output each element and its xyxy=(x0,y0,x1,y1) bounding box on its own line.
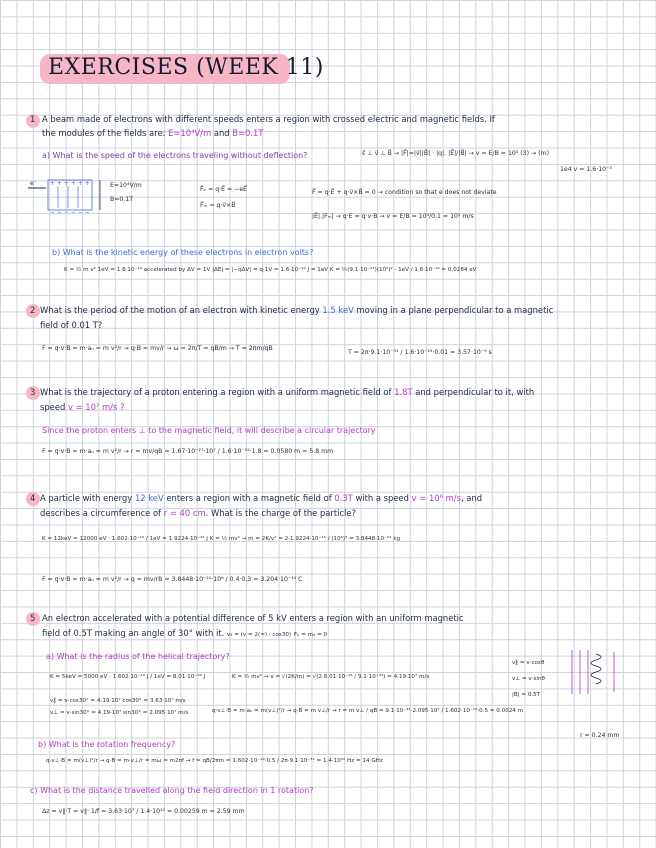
speed-equation: K = ½ mv² → v = √(2K/m) = √(2·8.01·10⁻¹⁶ / 9.1·10⁻³¹) = 4.19·10⁷ m/s xyxy=(232,674,430,680)
q2-part: describes a circumference of xyxy=(40,508,162,518)
exercise-4-number: 4 xyxy=(30,493,36,503)
q2-part: speed xyxy=(40,402,66,412)
magnetic-force-equation: F⃗ₘ = q·v⃗×B⃗ xyxy=(200,202,236,209)
v-parallel-equation: v∥ = v·cos30° = 4.19·10⁷ cos30° = 3.63·10⁷ m/s xyxy=(50,698,186,704)
exercise-2-result: T = 2π·9.1·10⁻³¹ / 1.6·10⁻¹⁹·0.01 = 3.57·10⁻⁹ s xyxy=(348,349,492,356)
radius-equation: q·v⊥·B = m·aₙ = m(v⊥)²/r → q·B = m v⊥/r → r = m v⊥ / qB = 9.1·10⁻³¹·2.095·10⁷ / 1.602·10⁻¹⁹·0.5 = 0.0024 m xyxy=(212,708,524,714)
kinetic-energy-equation: K = 5keV = 5000 eV · 1.602·10⁻¹⁹ J / 1eV = 8.01·10⁻¹⁶ J xyxy=(50,674,206,680)
exercise-1-question-line-1: A beam made of electrons with different speeds enters a region with crossed electric and magnetic fields. If xyxy=(42,114,495,124)
q2-part: the modules of the fields are: xyxy=(42,128,166,138)
exercise-5-number: 5 xyxy=(30,613,36,623)
b-field-value: B=0.1T xyxy=(232,128,264,138)
no-deflection-condition: F⃗ = q·E⃗ + q·v⃗×B⃗ = 0 → condition so that e does not deviate xyxy=(312,189,497,196)
v-parallel-note: v₁ = (v = 2(≈) · cos30) xyxy=(226,632,292,638)
q2-and: and xyxy=(213,128,230,138)
exercise-5-question-line-2 xyxy=(42,628,327,638)
speed-equation: |E⃗|.|Fₘ| → q·E = q·v·B → v = E/B = 10⁴/0.1 = 10⁵ m/s xyxy=(312,213,474,220)
exercise-1-part-b-equation: K = ½ m v² 1eV = 1.6·10⁻¹⁹ accelerated by ΔV = 1V |ΔE| = |−qΔV| = q·1V = 1.6·10⁻¹⁹ J = 1eV K = ½(9.1·10⁻³¹)(10⁵)² · 1eV / 1.6·10⁻¹⁹ = 0.0284 eV xyxy=(64,267,477,273)
helix-diagram xyxy=(566,648,626,696)
exercise-4-equation-2: F = q·v·B = m·aₙ = m v²/r → q = mv/rB = 3.8448·10⁻²¹·10⁶ / 0.4·0.3 = 3.204·10⁻¹⁴ C xyxy=(42,576,303,583)
exercise-3-answer: Since the proton enters ⊥ to the magnetic field, it will describe a circular trajectory xyxy=(42,426,376,435)
page-title: EXERCISES (WEEK 11) xyxy=(48,55,324,80)
q1-part: and perpendicular to it, with xyxy=(415,387,535,397)
force-note: Fₖ = mₐ = 0 xyxy=(293,632,328,638)
exercise-2-question-line-1 xyxy=(40,305,553,315)
exercise-5-part-c: c) What is the distance travelled along the field direction in 1 rotation? xyxy=(30,786,314,795)
exercise-1-number: 1 xyxy=(30,114,36,124)
exercise-1-part-a-equation: ε⃗ ⊥ v⃗ ⊥ B⃗ → |F⃗|=|v⃗||B⃗| · |q|. |E⃗|/|B⃗| → v = E/B = 10⁵ (3) → (m) xyxy=(362,150,549,157)
diagram-v-parallel: v∥ = v·cosθ xyxy=(512,660,545,666)
q1-part: , and xyxy=(460,493,483,503)
exercise-2-question-line-2: field of 0.01 T? xyxy=(40,320,103,330)
exercise-5-part-a: a) What is the radius of the helical trajectory? xyxy=(46,652,230,661)
speed-value: v = 10⁶ m/s xyxy=(411,493,461,503)
diagram-b-label: B=0.1T xyxy=(110,196,134,203)
q1-part: with a speed xyxy=(355,493,409,503)
crossed-fields-diagram xyxy=(28,176,108,222)
svg-text:− − − − − −: − − − − − − xyxy=(50,209,90,216)
exercise-3-number: 3 xyxy=(30,387,36,397)
diagram-v-perpendicular: v⊥ = v·sinθ xyxy=(512,676,545,682)
radius-value: r = 40 cm xyxy=(163,508,206,518)
exercise-2-equation: F = q·v·B = m·aₙ = m v²/r → q·B = mv/r → ω = 2π/T = qB/m → T = 2πm/qB xyxy=(42,345,273,352)
field-value: 0.3T xyxy=(334,493,353,503)
exercise-4-question-line-2 xyxy=(40,508,356,518)
exercise-5-question-line-1: An electron accelerated with a potential difference of 5 kV enters a region with an uniform magnetic xyxy=(42,613,464,623)
svg-text:e⁻: e⁻ xyxy=(30,180,37,187)
exercise-5-part-b: b) What is the rotation frequency? xyxy=(38,740,176,749)
speed-value: v = 10⁷ m/s ? xyxy=(67,402,125,412)
q1-part: enters a region with a magnetic field of xyxy=(166,493,332,503)
diagram-b-value: |B| = 0.5T xyxy=(512,692,541,698)
exercise-4-equation-1: K = 12keV = 12000 eV · 1.602·10⁻¹⁹ / 1eV = 1.9224·10⁻¹⁵ J K = ½ mv² → m = 2K/v² = 2·1.9224·10⁻¹⁵ / (10⁶)² = 3.8448·10⁻²¹ kg xyxy=(42,536,401,542)
kinetic-energy-value: 1.5 keV xyxy=(322,305,354,315)
field-value: 1.8T xyxy=(394,387,413,397)
exercise-1-part-b: b) What is the kinetic energy of these electrons in electron volts? xyxy=(52,248,314,257)
q1-part: What is the period of the motion of an electron with kinetic energy xyxy=(40,305,320,315)
exercise-4-question-line-1 xyxy=(40,493,482,503)
q1-part: moving in a plane perpendicular to a magnetic xyxy=(356,305,554,315)
exercise-3-question-line-2 xyxy=(40,402,124,412)
e-field-value: E=10⁴V/m xyxy=(168,128,212,138)
exercise-1-question-line-2 xyxy=(42,128,263,138)
diagram-e-label: E=10⁴V/m xyxy=(110,182,142,189)
exercise-2-number: 2 xyxy=(30,305,36,315)
frequency-equation: q·v⊥·B = m(v⊥)²/r → q·B = m·v⊥/r = mω = m2πf → f = qB/2πm = 1.602·10⁻¹⁹·0.5 / 2π·9.1·10⁻³¹ = 1.4·10¹⁰ Hz = 14 GHz xyxy=(46,758,383,764)
exercise-1-part-a: a) What is the speed of the electrons traveling without deflection? xyxy=(42,151,308,160)
electric-force-equation: F⃗ₑ = q·E⃗ = −eE⃗ xyxy=(200,186,248,193)
v-perpendicular-equation: v⊥ = v·sin30° = 4.19·10⁷ sin30° = 2.095·10⁷ m/s xyxy=(50,710,189,716)
exercise-1-part-a-result: 1e4 v = 1.6·10⁻³ xyxy=(560,166,612,173)
q1-part: A particle with energy xyxy=(40,493,133,503)
q2-part: field of 0.5T making an angle of 30° with it. xyxy=(42,628,225,638)
radius-result: r = 0.24 mm xyxy=(580,732,620,739)
distance-equation: Δz = v∥·T = v∥· 1/f = 3.63·10⁷ / 1.4·10¹⁰ = 0.00259 m = 2.59 mm xyxy=(42,808,245,815)
svg-text:+ + + + + +: + + + + + + xyxy=(50,180,90,187)
energy-value: 12 keV xyxy=(134,493,164,503)
exercise-3-question-line-1 xyxy=(40,387,534,397)
q1-part: What is the trajectory of a proton entering a region with a uniform magnetic field of xyxy=(40,387,392,397)
q2-part: . What is the charge of the particle? xyxy=(205,508,357,518)
exercise-3-equation: F = q·v·B = m·aₙ = m v²/r → r = mv/qB = 1.67·10⁻²⁷·10⁷ / 1.6·10⁻¹⁹·1.8 = 0.0580 m = 5.8 mm xyxy=(42,448,334,455)
